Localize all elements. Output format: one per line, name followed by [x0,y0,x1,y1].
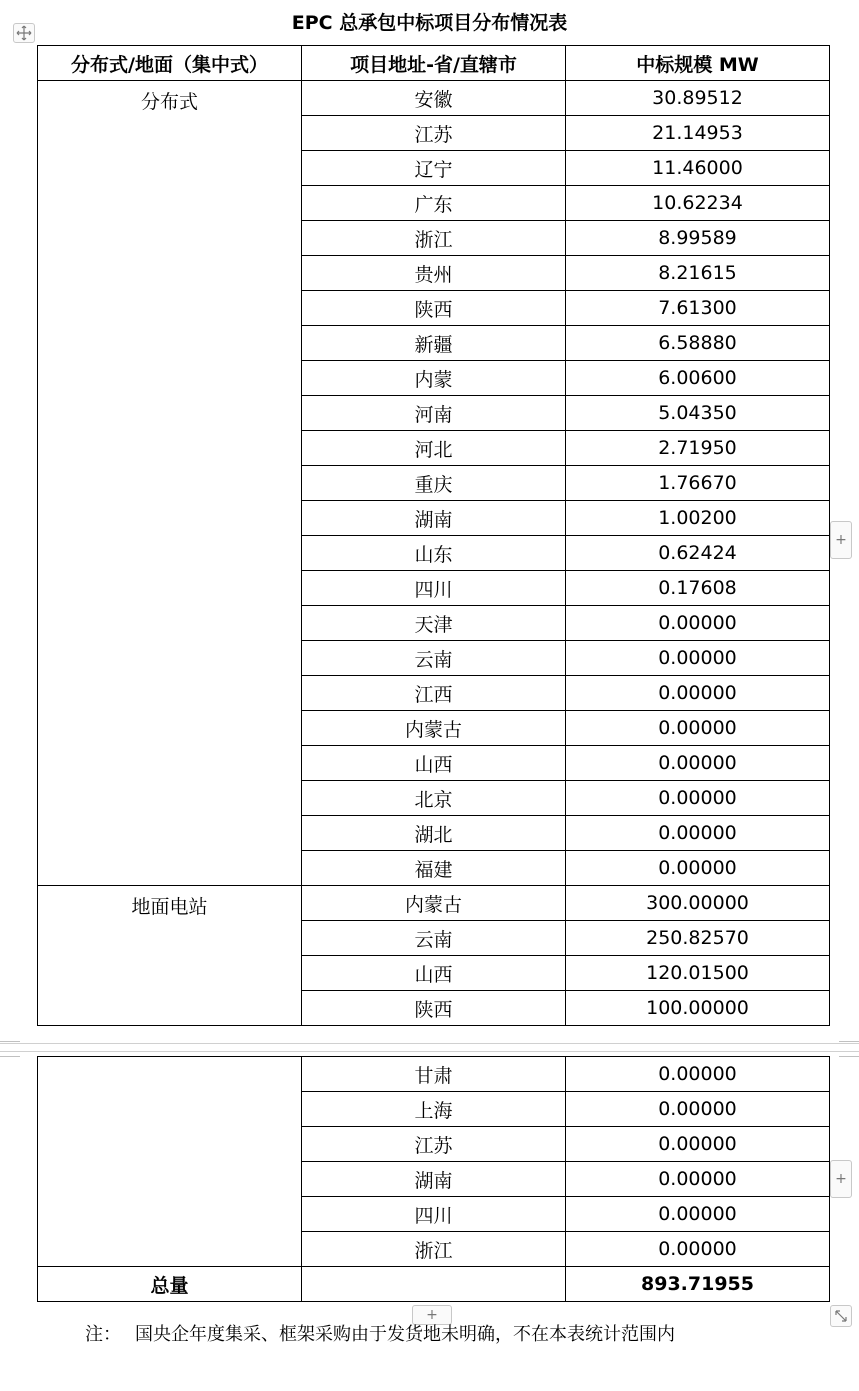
scale-cell: 0.00000 [566,1232,830,1267]
move-icon[interactable] [13,23,35,43]
scale-cell: 10.62234 [566,186,830,221]
table-title: EPC 总承包中标项目分布情况表 [291,12,568,34]
header-category: 分布式/地面（集中式） [38,46,302,81]
scale-cell: 0.00000 [566,1092,830,1127]
province-cell: 新疆 [302,326,566,361]
plus-icon[interactable]: + [830,1160,852,1198]
scale-cell: 0.00000 [566,1127,830,1162]
scale-cell: 0.00000 [566,676,830,711]
scale-cell: 250.82570 [566,921,830,956]
footnote-text: 国央企年度集采、框架采购由于发货地未明确，不在本表统计范围内 [135,1324,675,1345]
scale-cell: 0.00000 [566,711,830,746]
province-cell: 贵州 [302,256,566,291]
province-cell: 云南 [302,641,566,676]
header-scale: 中标规模 MW [566,46,830,81]
province-cell: 河南 [302,396,566,431]
province-cell: 江苏 [302,1127,566,1162]
scale-cell: 0.00000 [566,1197,830,1232]
scale-cell: 0.00000 [566,781,830,816]
province-cell: 甘肃 [302,1057,566,1092]
province-cell: 浙江 [302,1232,566,1267]
province-cell: 四川 [302,1197,566,1232]
scale-cell: 6.58880 [566,326,830,361]
footnote-label: 注： [85,1324,121,1345]
province-cell: 湖南 [302,501,566,536]
scale-cell: 0.00000 [566,851,830,886]
scale-cell: 11.46000 [566,151,830,186]
scale-cell: 0.00000 [566,1162,830,1197]
category-cell: 分布式 [38,81,302,886]
distribution-table-page-2 [37,1056,830,1302]
province-cell: 广东 [302,186,566,221]
province-cell: 四川 [302,571,566,606]
scale-cell: 120.01500 [566,956,830,991]
scale-cell: 0.17608 [566,571,830,606]
scale-cell: 300.00000 [566,886,830,921]
scale-cell: 8.21615 [566,256,830,291]
total-value: 893.71955 [566,1267,830,1302]
province-cell: 重庆 [302,466,566,501]
table-header-row [38,46,830,81]
scale-cell: 1.00200 [566,501,830,536]
scale-cell: 30.89512 [566,81,830,116]
scale-cell: 1.76670 [566,466,830,501]
scale-cell: 0.00000 [566,816,830,851]
scale-cell: 0.00000 [566,1057,830,1092]
scale-cell: 6.00600 [566,361,830,396]
total-empty-cell [302,1267,566,1302]
scale-cell: 100.00000 [566,991,830,1026]
scale-cell: 8.99589 [566,221,830,256]
province-cell: 陕西 [302,991,566,1026]
table-row [38,886,830,921]
province-cell: 内蒙 [302,361,566,396]
province-cell: 河北 [302,431,566,466]
header-province: 项目地址-省/直辖市 [302,46,566,81]
category-cell-continued [38,1057,302,1267]
province-cell: 山东 [302,536,566,571]
province-cell: 内蒙古 [302,711,566,746]
scale-cell: 5.04350 [566,396,830,431]
scale-cell: 0.00000 [566,641,830,676]
total-row [38,1267,830,1302]
scale-cell: 7.61300 [566,291,830,326]
province-cell: 江苏 [302,116,566,151]
footnote [85,1323,675,1347]
province-cell: 江西 [302,676,566,711]
province-cell: 安徽 [302,81,566,116]
province-cell: 陕西 [302,291,566,326]
province-cell: 辽宁 [302,151,566,186]
province-cell: 天津 [302,606,566,641]
scale-cell: 21.14953 [566,116,830,151]
province-cell: 山西 [302,746,566,781]
total-label: 总量 [38,1267,302,1302]
page-break [0,1041,859,1055]
table-row [38,1057,830,1092]
table-row [38,81,830,116]
province-cell: 湖北 [302,816,566,851]
province-cell: 山西 [302,956,566,991]
distribution-table-page-1 [37,45,830,1026]
plus-icon[interactable]: + [412,1305,452,1325]
scale-cell: 0.00000 [566,746,830,781]
province-cell: 北京 [302,781,566,816]
scale-cell: 0.62424 [566,536,830,571]
province-cell: 福建 [302,851,566,886]
scale-cell: 2.71950 [566,431,830,466]
province-cell: 上海 [302,1092,566,1127]
province-cell: 浙江 [302,221,566,256]
province-cell: 云南 [302,921,566,956]
category-cell: 地面电站 [38,886,302,1026]
plus-icon[interactable]: + [830,521,852,559]
resize-icon[interactable] [830,1305,852,1327]
scale-cell: 0.00000 [566,606,830,641]
province-cell: 湖南 [302,1162,566,1197]
province-cell: 内蒙古 [302,886,566,921]
